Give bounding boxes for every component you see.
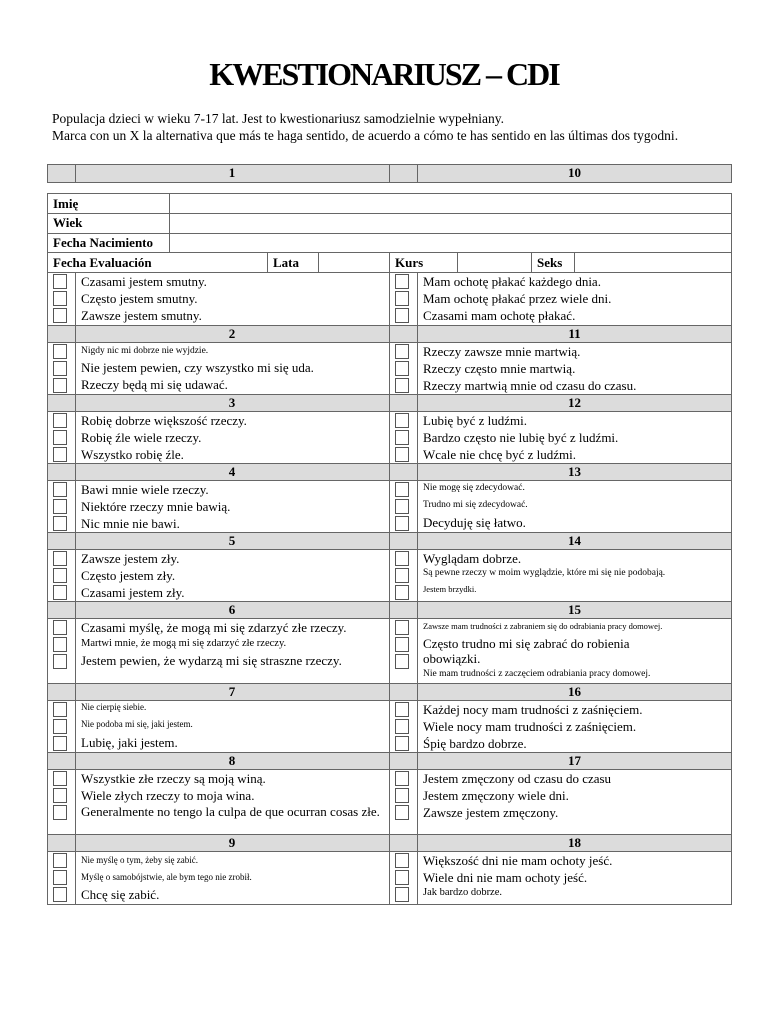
answer-checkbox[interactable] — [53, 551, 67, 566]
answer-checkbox[interactable] — [395, 702, 409, 717]
answer-checkbox[interactable] — [395, 482, 409, 497]
item-option: Mam ochotę płakać każdego dnia. — [423, 274, 601, 289]
answer-checkbox[interactable] — [53, 853, 67, 868]
item-option: Bawi mnie wiele rzeczy. — [81, 482, 209, 497]
item-option: Rzeczy martwią mnie od czasu do czasu. — [423, 378, 637, 393]
item-option: Wiele dni nie mam ochoty jeść. — [423, 870, 588, 885]
item-number: 17 — [568, 753, 581, 768]
item-option: Rzeczy często mnie martwią. — [423, 361, 576, 376]
answer-checkbox[interactable] — [53, 378, 67, 393]
answer-checkbox[interactable] — [395, 887, 409, 902]
answer-checkbox[interactable] — [395, 344, 409, 359]
item-number: 2 — [228, 326, 236, 341]
answer-checkbox[interactable] — [53, 654, 67, 669]
item-number: 8 — [228, 753, 236, 768]
answer-checkbox[interactable] — [395, 637, 409, 652]
item-option: Nic mnie nie bawi. — [81, 516, 180, 531]
item-number: 16 — [568, 684, 581, 699]
sex-field[interactable] — [575, 253, 731, 272]
answer-checkbox[interactable] — [53, 430, 67, 445]
answer-checkbox[interactable] — [53, 291, 67, 306]
answer-checkbox[interactable] — [395, 870, 409, 885]
answer-checkbox[interactable] — [395, 447, 409, 462]
answer-checkbox[interactable] — [53, 516, 67, 531]
item-option: Zawsze mam trudności z zabraniem się do odrabiania pracy domowej. — [423, 621, 663, 631]
answer-checkbox[interactable] — [53, 887, 67, 902]
answer-checkbox[interactable] — [395, 516, 409, 531]
answer-checkbox[interactable] — [395, 620, 409, 635]
answer-checkbox[interactable] — [395, 308, 409, 323]
item-number: 9 — [228, 835, 236, 850]
item-option: Chcę się zabić. — [81, 887, 160, 902]
item-number: 1 — [228, 165, 236, 180]
item-option: Wyglądam dobrze. — [423, 551, 522, 566]
answer-checkbox[interactable] — [395, 499, 409, 514]
item-option: Czasami mam ochotę płakać. — [423, 308, 576, 323]
item-option: Rzeczy zawsze mnie martwią. — [423, 344, 581, 359]
item-number: 18 — [568, 835, 581, 850]
item-option: Mam ochotę płakać przez wiele dni. — [423, 291, 612, 306]
answer-checkbox[interactable] — [53, 482, 67, 497]
item-number: 3 — [228, 395, 236, 410]
answer-checkbox[interactable] — [395, 585, 409, 600]
item-number: 7 — [228, 684, 236, 699]
birth-date-field[interactable] — [170, 234, 731, 252]
eval-date-label: Fecha Evaluación — [53, 255, 152, 270]
answer-checkbox[interactable] — [395, 568, 409, 583]
item-option: Są pewne rzeczy w moim wyglądzie, które mi się nie podobają. — [423, 568, 666, 578]
answer-checkbox[interactable] — [53, 344, 67, 359]
years-field[interactable] — [319, 253, 389, 272]
answer-checkbox[interactable] — [53, 499, 67, 514]
answer-checkbox[interactable] — [53, 585, 67, 600]
answer-checkbox[interactable] — [395, 719, 409, 734]
answer-checkbox[interactable] — [53, 447, 67, 462]
course-field[interactable] — [458, 253, 531, 272]
item-option: Często trudno mi się zabrać do robienia obowiązki. — [423, 636, 630, 666]
item-option: Nie myślę o tym, żeby się zabić. — [81, 855, 198, 865]
name-field[interactable] — [170, 194, 731, 213]
age-label: Wiek — [53, 215, 83, 230]
answer-checkbox[interactable] — [53, 771, 67, 786]
item-option: Często jestem zły. — [81, 568, 176, 583]
answer-checkbox[interactable] — [53, 413, 67, 428]
answer-checkbox[interactable] — [395, 736, 409, 751]
item-option: Myślę o samobójstwie, ale bym tego nie zrobił. — [81, 872, 252, 882]
item-option: Większość dni nie mam ochoty jeść. — [423, 853, 613, 868]
answer-checkbox[interactable] — [53, 805, 67, 820]
answer-checkbox[interactable] — [395, 291, 409, 306]
item-option: Robię dobrze większość rzeczy. — [81, 413, 247, 428]
answer-checkbox[interactable] — [395, 805, 409, 820]
item-option: Zawsze jestem smutny. — [81, 308, 202, 323]
item-option: Zawsze jestem zły. — [81, 551, 180, 566]
item-option: Jestem pewien, że wydarzą mi się straszne rzeczy. — [81, 653, 342, 668]
answer-checkbox[interactable] — [395, 771, 409, 786]
years-label: Lata — [273, 255, 299, 270]
item-number: 14 — [568, 533, 581, 548]
item-option: Śpię bardzo dobrze. — [423, 736, 527, 751]
item-option: Wszystkie złe rzeczy są moją winą. — [81, 771, 266, 786]
name-label: Imię — [53, 196, 79, 211]
age-field[interactable] — [170, 214, 731, 233]
item-option: Bardzo często nie lubię być z ludźmi. — [423, 430, 619, 445]
item-option: Nie podoba mi się, jaki jestem. — [81, 719, 193, 729]
answer-checkbox[interactable] — [53, 308, 67, 323]
answer-checkbox[interactable] — [395, 788, 409, 803]
item-number: 5 — [228, 533, 236, 548]
answer-checkbox[interactable] — [53, 274, 67, 289]
item-number: 10 — [568, 165, 581, 180]
answer-checkbox[interactable] — [53, 361, 67, 376]
answer-checkbox[interactable] — [53, 620, 67, 635]
item-option: Wiele złych rzeczy to moja wina. — [81, 788, 255, 803]
item-option: Nigdy nic mi dobrze nie wyjdzie. — [81, 346, 209, 356]
item-option: Decyduję się łatwo. — [423, 515, 526, 530]
answer-checkbox[interactable] — [395, 551, 409, 566]
answer-checkbox[interactable] — [395, 361, 409, 376]
answer-checkbox[interactable] — [395, 430, 409, 445]
answer-checkbox[interactable] — [53, 637, 67, 652]
item-option: Wszystko robię źle. — [81, 447, 184, 462]
intro-line-2: Marca con un X la alternativa que más te haga sentido, de acuerdo a cómo te has sentido en las últimas dos tygodni. — [52, 128, 679, 143]
item-option: Jestem zmęczony od czasu do czasu — [423, 771, 612, 786]
answer-checkbox[interactable] — [395, 654, 409, 669]
item-option: Nie mam trudności z zaczęciem odrabiania pracy domowej. — [423, 669, 651, 679]
answer-checkbox[interactable] — [53, 702, 67, 717]
answer-checkbox[interactable] — [53, 568, 67, 583]
item-option: Wcale nie chcę być z ludźmi. — [423, 447, 577, 462]
answer-checkbox[interactable] — [395, 853, 409, 868]
item-number: 13 — [568, 464, 581, 479]
answer-checkbox[interactable] — [395, 378, 409, 393]
item-option: Niektóre rzeczy mnie bawią. — [81, 499, 231, 514]
item-number: 6 — [228, 602, 236, 617]
item-option: Nie mogę się zdecydować. — [423, 483, 525, 493]
intro-line-1: Populacja dzieci w wieku 7-17 lat. Jest to kwestionariusz samodzielnie wypełniany. — [52, 111, 505, 126]
intro-text — [52, 110, 742, 144]
item-option: Czasami myślę, że mogą mi się zdarzyć złe rzeczy. — [81, 620, 347, 635]
answer-checkbox[interactable] — [53, 736, 67, 751]
eval-date-field[interactable] — [170, 253, 267, 272]
answer-checkbox[interactable] — [53, 788, 67, 803]
item-option: Czasami jestem zły. — [81, 585, 185, 600]
answer-checkbox[interactable] — [395, 413, 409, 428]
answer-checkbox[interactable] — [395, 274, 409, 289]
item-option: Generalmente no tengo la culpa de que ocurran cosas złe. — [81, 804, 380, 819]
item-number: 15 — [568, 602, 581, 617]
item-option: Rzeczy będą mi się udawać. — [81, 377, 228, 392]
item-option: Lubię, jaki jestem. — [81, 735, 178, 750]
item-option: Jestem zmęczony wiele dni. — [423, 788, 569, 803]
item-option: Zawsze jestem zmęczony. — [423, 805, 559, 820]
item-option: Każdej nocy mam trudności z zaśnięciem. — [423, 702, 643, 717]
item-option: Nie jestem pewien, czy wszystko mi się uda. — [81, 360, 314, 375]
birth-date-label: Fecha Nacimiento — [53, 235, 154, 250]
item-option: Lubię być z ludźmi. — [423, 413, 527, 428]
item-option: Jak bardzo dobrze. — [423, 887, 503, 898]
answer-checkbox[interactable] — [53, 719, 67, 734]
item-option: Robię źle wiele rzeczy. — [81, 430, 202, 445]
item-option: Nie cierpię siebie. — [81, 702, 147, 712]
item-number: 4 — [228, 464, 236, 479]
page-title: KWESTIONARIUSZ – CDI — [209, 56, 559, 92]
item-option: Martwi mnie, że mogą mi się zdarzyć złe rzeczy. — [81, 638, 287, 649]
item-option: Wiele nocy mam trudności z zaśnięciem. — [423, 719, 637, 734]
item-option: Jestem brzydki. — [423, 584, 477, 594]
answer-checkbox[interactable] — [53, 870, 67, 885]
item-option: Często jestem smutny. — [81, 291, 198, 306]
sex-label: Seks — [537, 255, 563, 270]
item-option: Czasami jestem smutny. — [81, 274, 207, 289]
course-label: Kurs — [395, 255, 424, 270]
item-number: 12 — [568, 395, 581, 410]
item-number: 11 — [568, 326, 581, 341]
item-option: Trudno mi się zdecydować. — [423, 500, 528, 510]
